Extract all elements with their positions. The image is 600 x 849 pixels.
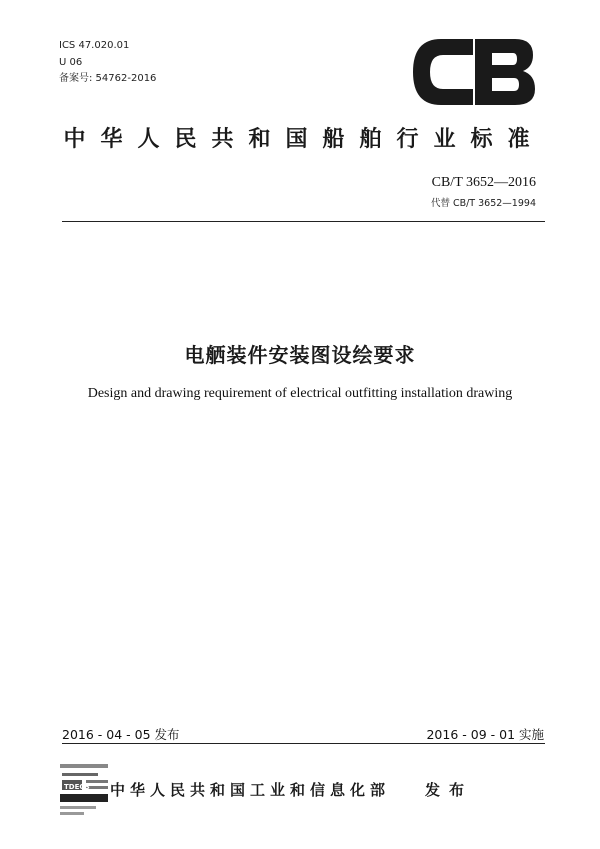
stamp-label: TDECS [64, 783, 90, 791]
standard-number: CB/T 3652—2016 [431, 175, 536, 190]
issuing-authority: 中华人民共和国工业和信息化部 [110, 781, 391, 799]
ics-code: ICS 47.020.01 [59, 40, 130, 51]
implementation-date: 2016 - 09 - 01 实施 [426, 727, 544, 742]
logo-letter-b [475, 39, 535, 105]
document-title-english: Design and drawing requirement of electrical outfitting installation drawing [87, 386, 513, 401]
issue-action: 发布 [425, 781, 474, 799]
document-title: 电舾装件安装图设绘要求 [184, 343, 416, 367]
standard-category-title: 中华人民共和国船舶行业标准 [63, 127, 545, 152]
bottom-divider [62, 743, 545, 744]
cb-logo [411, 37, 537, 107]
top-divider [62, 221, 545, 222]
logo-letter-c [413, 39, 473, 105]
record-number: 备案号: 54762-2016 [59, 73, 157, 84]
issue-date: 2016 - 04 - 05 发布 [62, 727, 180, 742]
classification-code: U 06 [59, 57, 83, 68]
replaced-standard: 代替 CB/T 3652—1994 [430, 198, 536, 209]
